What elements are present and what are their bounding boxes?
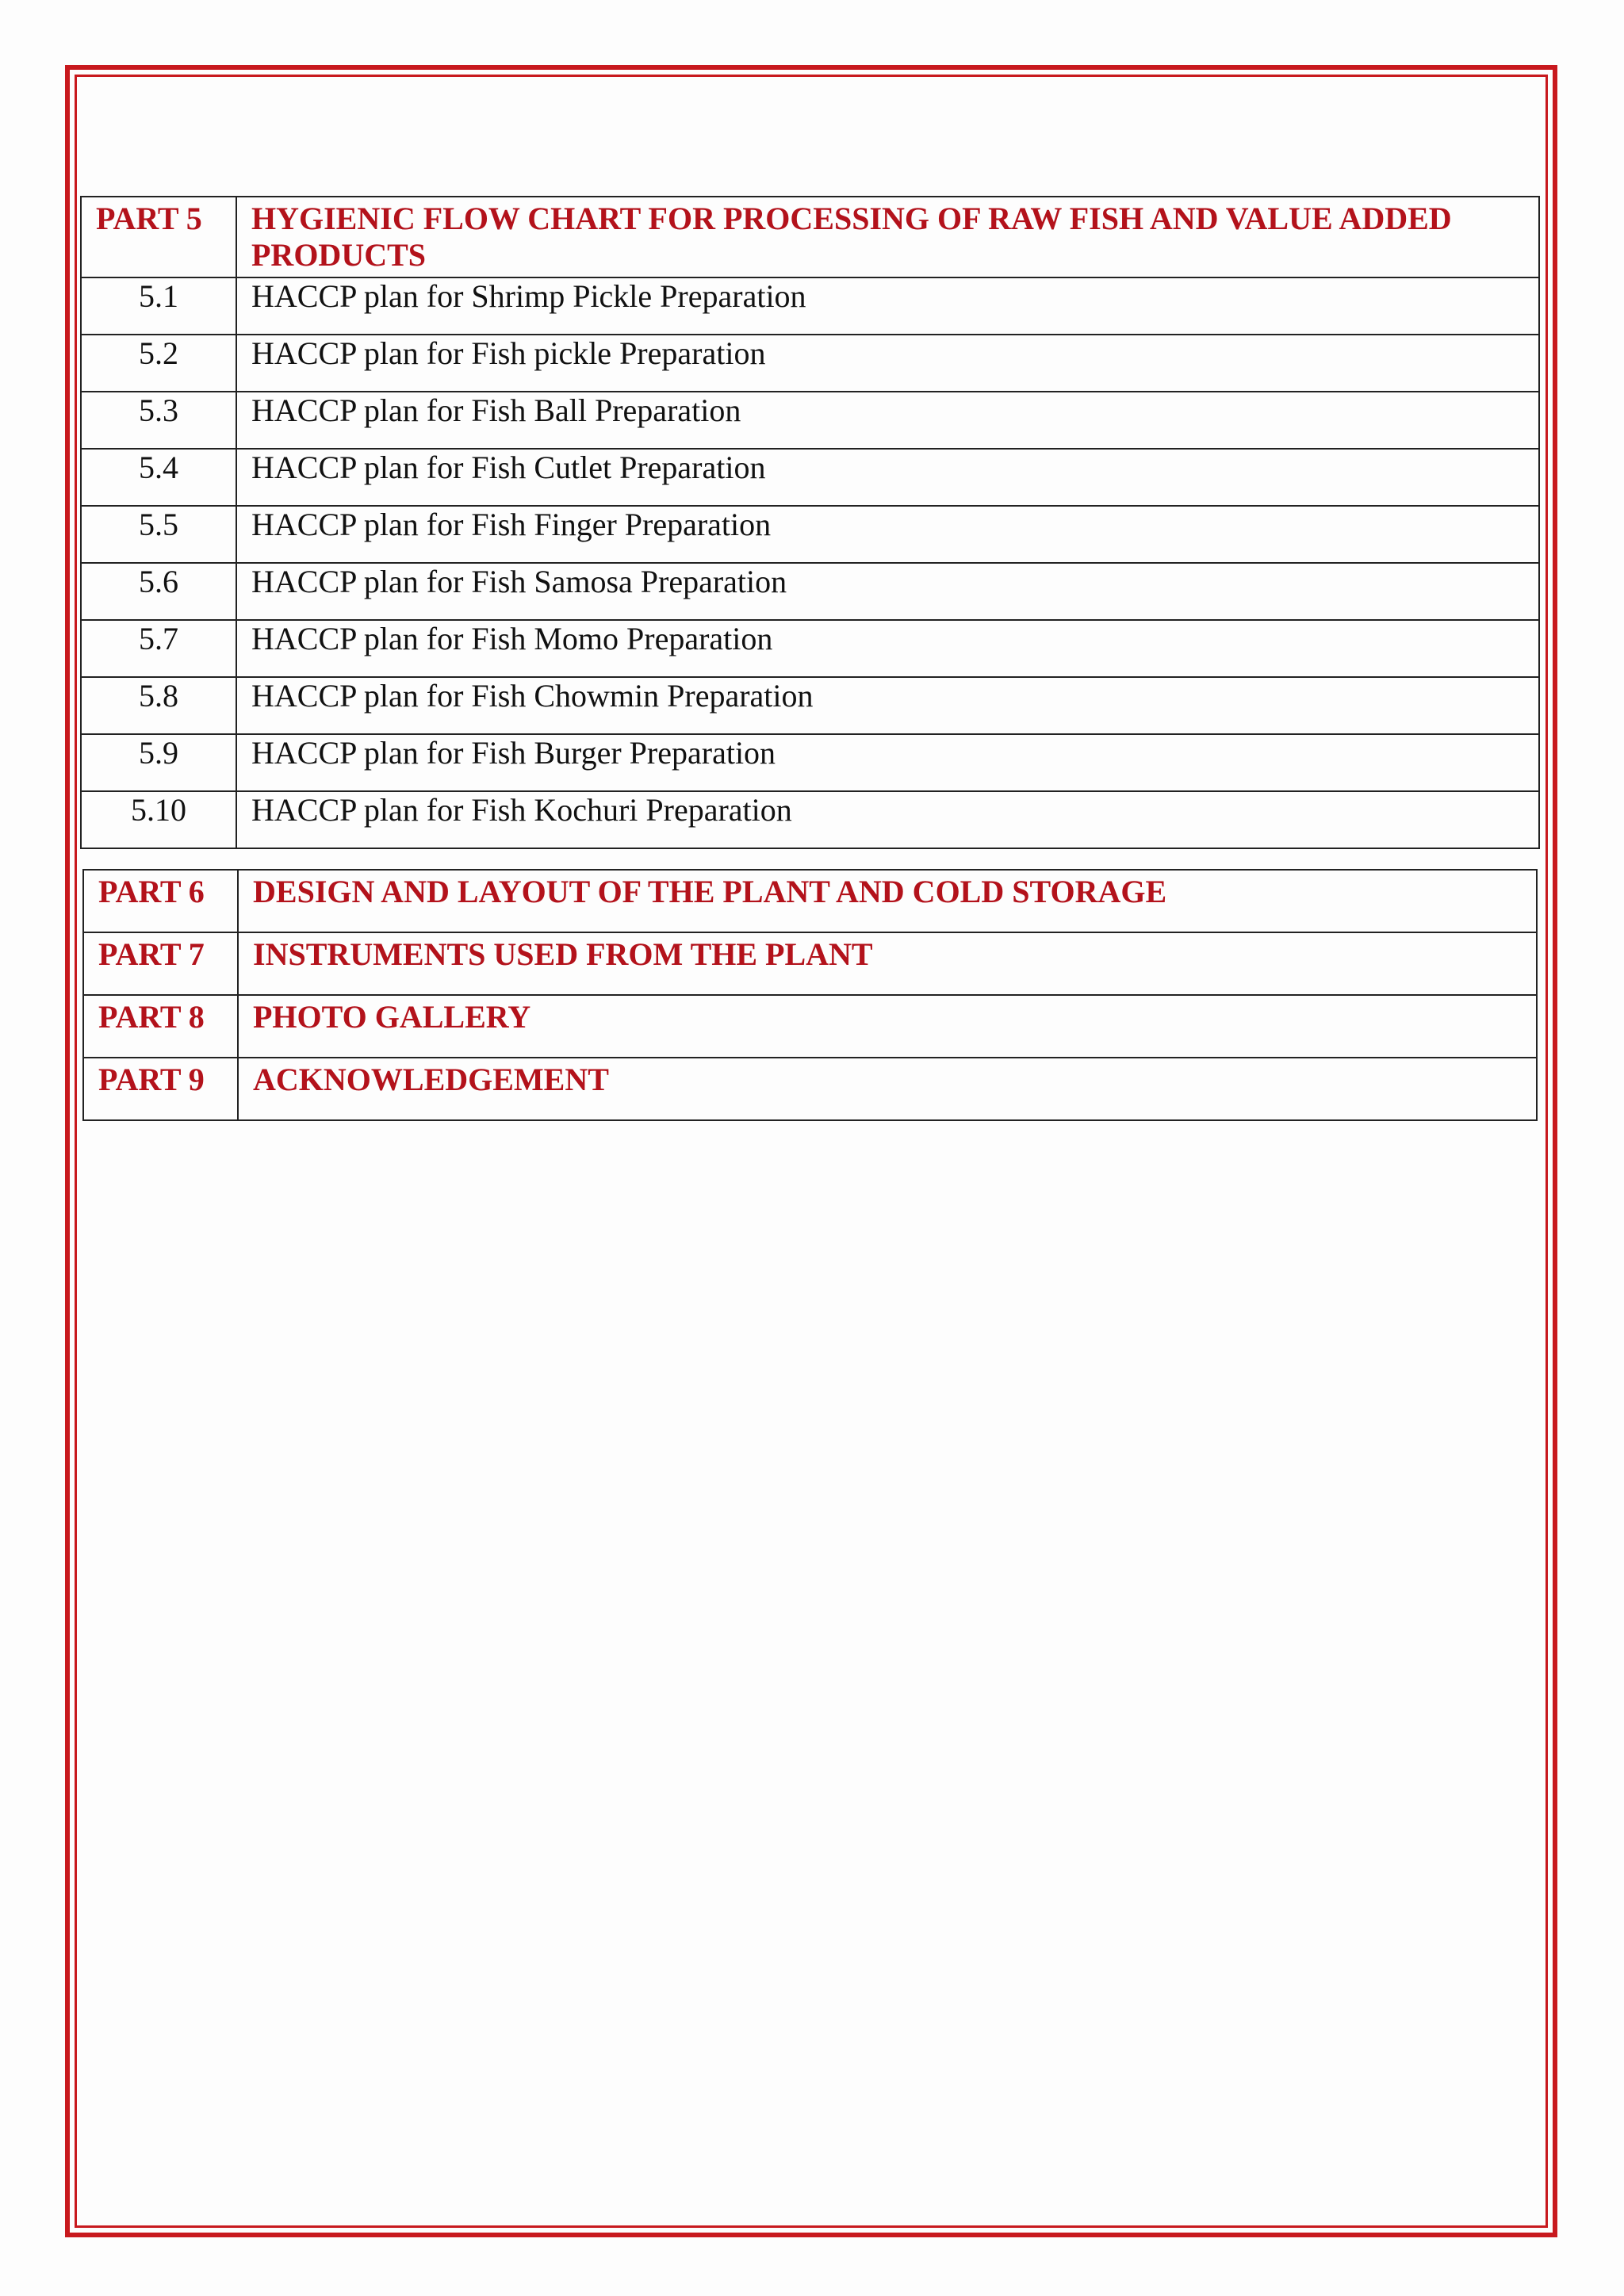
toc-item-number: 5.2 [81,335,236,392]
toc-item-number: 5.9 [81,734,236,791]
toc-part-label: PART 9 [83,1058,238,1120]
toc-row-part6 [83,870,1537,932]
toc-item-number: 5.10 [81,791,236,848]
toc-item-number: 5.5 [81,506,236,563]
toc-row-5-1 [81,277,1539,335]
toc-item-number: 5.4 [81,449,236,506]
toc-item-number: 5.8 [81,677,236,734]
toc-item-title: HACCP plan for Fish Kochuri Preparation [236,791,1539,848]
toc-row-part8 [83,995,1537,1058]
toc-part-label: PART 6 [83,870,238,932]
toc-item-number: 5.1 [81,277,236,335]
toc-row-5-3 [81,392,1539,449]
toc-item-title: HACCP plan for Fish Ball Preparation [236,392,1539,449]
toc-item-title: HACCP plan for Fish pickle Preparation [236,335,1539,392]
toc-row-5-8 [81,677,1539,734]
toc-table-part5 [80,196,1540,849]
toc-part-label: PART 5 [81,197,236,277]
toc-part-title: PHOTO GALLERY [238,995,1537,1058]
toc-item-title: HACCP plan for Shrimp Pickle Preparation [236,277,1539,335]
toc-row-5-7 [81,620,1539,677]
toc-item-title: HACCP plan for Fish Cutlet Preparation [236,449,1539,506]
toc-part-label: PART 8 [83,995,238,1058]
toc-row-5-2 [81,335,1539,392]
toc-table-parts [82,869,1538,1121]
toc-item-title: HACCP plan for Fish Samosa Preparation [236,563,1539,620]
toc-item-title: HACCP plan for Fish Momo Preparation [236,620,1539,677]
toc-part-label: PART 7 [83,932,238,995]
toc-row-part9 [83,1058,1537,1120]
toc-part-title: ACKNOWLEDGEMENT [238,1058,1537,1120]
toc-item-number: 5.7 [81,620,236,677]
toc-item-title: HACCP plan for Fish Chowmin Preparation [236,677,1539,734]
toc-row-5-6 [81,563,1539,620]
toc-item-number: 5.6 [81,563,236,620]
toc-part-title: HYGIENIC FLOW CHART FOR PROCESSING OF RAW FISH AND VALUE ADDED PRODUCTS [236,197,1539,277]
toc-item-title: HACCP plan for Fish Burger Preparation [236,734,1539,791]
toc-row-part5 [81,197,1539,277]
toc-item-title: HACCP plan for Fish Finger Preparation [236,506,1539,563]
toc-row-part7 [83,932,1537,995]
toc-row-5-10 [81,791,1539,848]
toc-part-title: DESIGN AND LAYOUT OF THE PLANT AND COLD STORAGE [238,870,1537,932]
toc-row-5-9 [81,734,1539,791]
toc-part-title: INSTRUMENTS USED FROM THE PLANT [238,932,1537,995]
toc-row-5-5 [81,506,1539,563]
toc-item-number: 5.3 [81,392,236,449]
toc-row-5-4 [81,449,1539,506]
